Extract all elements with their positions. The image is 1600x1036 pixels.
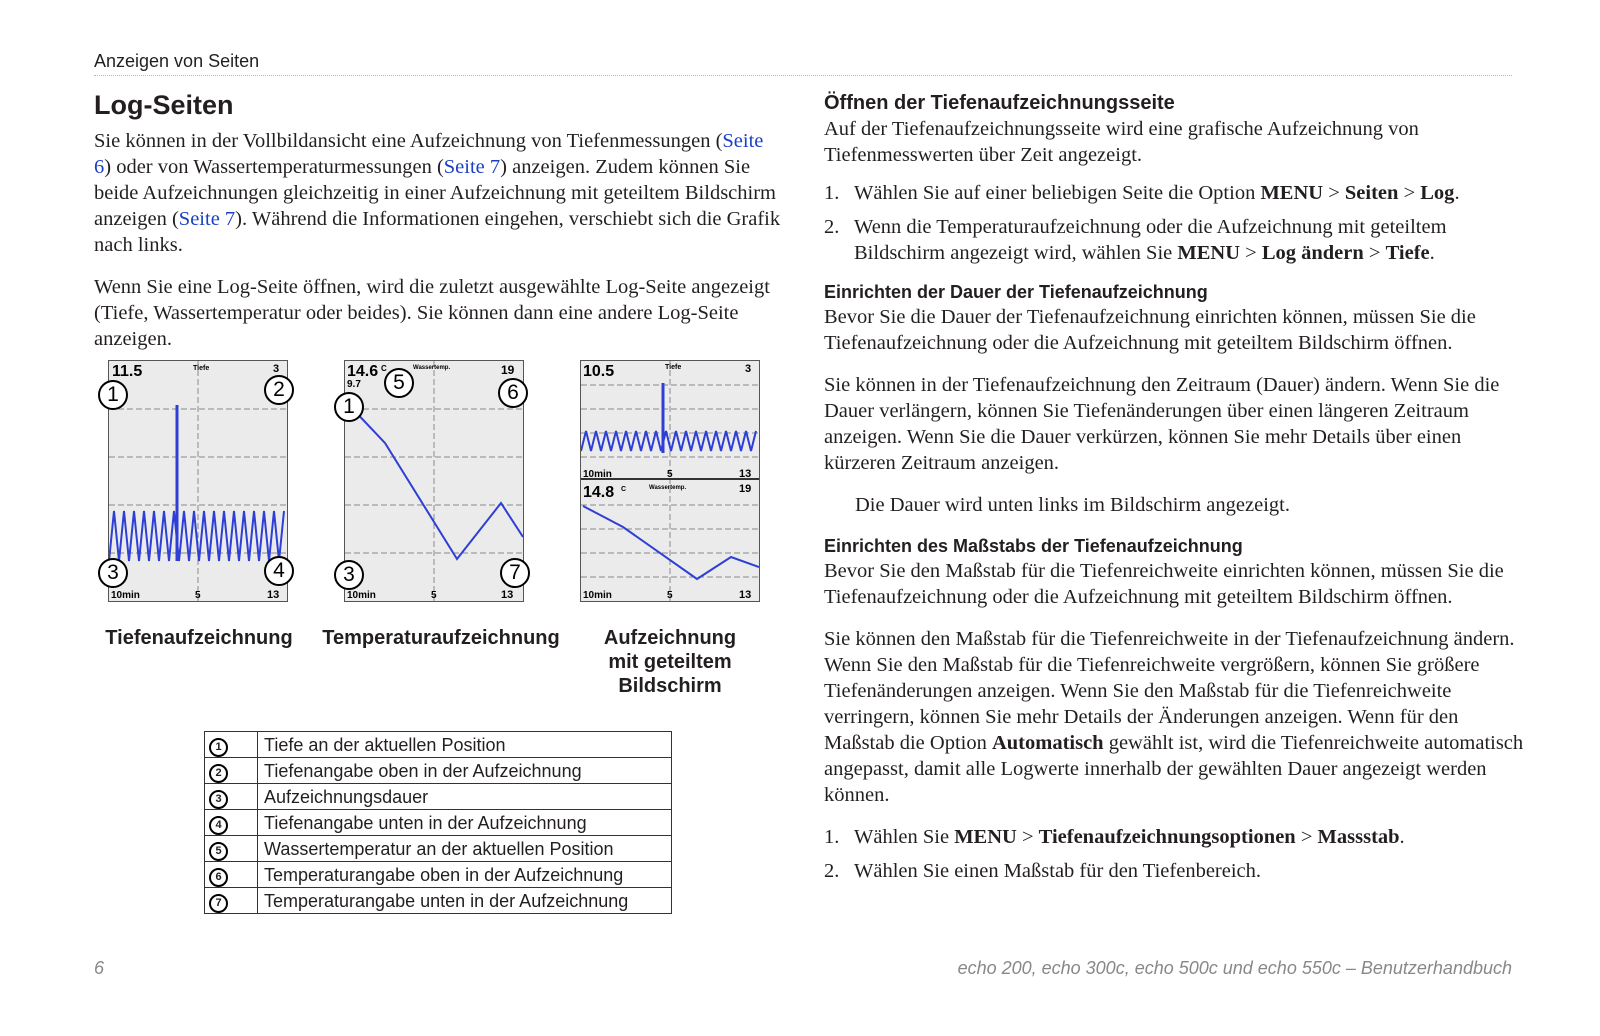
caption-temperature: Temperaturaufzeichnung [322, 627, 560, 649]
callout-3-depth: 3 [98, 558, 128, 588]
split-temp-label: Wassertemp. [649, 485, 687, 491]
temp-current-value: 14.6 [347, 363, 379, 380]
temp-sub-value: 9.7 [347, 379, 361, 390]
step-number: 1. [824, 826, 840, 848]
text-run: Sie können in der Vollbildansicht eine Aufzeichnung von Tiefenmessungen ( [94, 130, 723, 152]
callout-6: 6 [498, 378, 528, 408]
temp-bottom-scale: 13 [501, 589, 514, 601]
list-item [824, 858, 1524, 884]
temperature-log-graphic [345, 361, 523, 601]
open-description: Auf der Tiefenaufzeichnungsseite wird eine grafische Aufzeichnung von Tiefenmesswerten über Zeit angezeigt. [824, 118, 1419, 166]
heading-duration: Einrichten der Dauer der Tiefenaufzeichnung [824, 282, 1208, 302]
log-page-figures [94, 360, 784, 710]
separator: > [1363, 242, 1386, 264]
menu-term: MENU [1260, 182, 1324, 204]
scale-steps [824, 824, 1524, 884]
heading-scale: Einrichten des Maßstabs der Tiefenaufzeichnung [824, 536, 1243, 556]
menu-term: MENU [954, 826, 1017, 848]
callout-2: 2 [264, 375, 294, 405]
split-temp-unit: C [621, 486, 627, 493]
section-title: Log-Seiten [94, 90, 234, 120]
temp-mid-time: 5 [431, 590, 437, 601]
menu-term: Massstab [1317, 826, 1400, 848]
option-term: Automatisch [991, 732, 1104, 754]
split-depth-bottom-scale: 13 [739, 468, 752, 480]
callout-5: 5 [384, 368, 414, 398]
split-log-screen [580, 360, 760, 602]
legend-text: Tiefenangabe unten in der Aufzeichnung [258, 810, 672, 836]
text-run: ) oder von Wassertemperaturmessungen ( [104, 156, 444, 178]
temp-label: Wassertemp. [413, 365, 451, 371]
callout-3-temp: 3 [334, 560, 364, 590]
split-log-graphic [581, 361, 759, 601]
right-column [824, 90, 1524, 898]
text-run: Wenn die Temperaturaufzeichnung oder die Aufzeichnung mit geteiltem Bildschirm angezeigt wird, wählen Sie [854, 216, 1447, 264]
temp-top-scale: 19 [501, 363, 515, 377]
log-page-paragraph: Wenn Sie eine Log-Seite öffnen, wird die zuletzt ausgewählte Log-Seite angezeigt (Tiefe, Wassertemperatur oder beides). Sie können dann eine andere Log-Seite anzeigen. [94, 276, 770, 350]
menu-term: MENU [1177, 242, 1241, 264]
text-run: Wählen Sie einen Maßstab für den Tiefenbereich. [854, 860, 1262, 882]
text-run: . [1429, 242, 1435, 264]
caption-depth: Tiefenaufzeichnung [105, 627, 293, 649]
list-item [824, 180, 1524, 206]
legend-number: 1 [209, 738, 228, 757]
legend-number: 6 [209, 868, 228, 887]
link-seite-7[interactable]: Seite 7 [443, 156, 501, 178]
split-duration-top: 10min [583, 469, 612, 480]
menu-term: Tiefe [1385, 242, 1430, 264]
callout-legend-table [204, 731, 672, 914]
temp-unit: C [381, 364, 387, 373]
legend-number: 2 [209, 764, 228, 783]
text-run: ) anzeigen. Zudem können Sie beide Aufzeichnungen gleichzeitig in einer Aufzeichnung mit geteiltem Bildschirm anzeigen ( [94, 156, 776, 230]
split-temperature-trace [583, 506, 759, 579]
split-mid-time-top: 5 [667, 469, 673, 480]
caption-split-line: Aufzeichnung [603, 627, 737, 649]
legend-text: Temperaturangabe oben in der Aufzeichnung [258, 862, 672, 888]
separator: > [1240, 242, 1262, 264]
caption-split-line: Bildschirm [618, 675, 722, 697]
text-run: gewählt ist, wird die Tiefenreichweite automatisch angepasst, damit alle Logwerte innerhalb der gewählten Dauer angezeigt werden können. [824, 732, 1524, 806]
legend-text: Wassertemperatur an der aktuellen Position [258, 836, 672, 862]
text-run: Wählen Sie [854, 826, 955, 848]
list-item [824, 824, 1524, 850]
scale-paragraph-2 [824, 626, 1524, 808]
legend-number: 4 [209, 816, 228, 835]
caption-split [580, 626, 760, 698]
legend-text: Tiefenangabe oben in der Aufzeichnung [258, 758, 672, 784]
menu-term: Log [1420, 182, 1455, 204]
table-row [205, 888, 672, 914]
legend-num-cell [205, 836, 258, 862]
split-temp-bottom-scale: 13 [739, 589, 752, 601]
manual-title: echo 200, echo 300c, echo 500c und echo 550c – Benutzerhandbuch [957, 958, 1512, 978]
menu-term: Tiefenaufzeichnungsoptionen [1038, 826, 1296, 848]
list-item [824, 214, 1524, 266]
legend-num-cell [205, 758, 258, 784]
depth-current-value: 11.5 [112, 363, 143, 380]
step-number: 2. [824, 216, 840, 238]
table-row [205, 862, 672, 888]
split-temp-top-scale: 19 [739, 483, 752, 495]
depth-trace [109, 511, 284, 561]
table-row [205, 732, 672, 758]
duration-paragraph-1: Bevor Sie die Dauer der Tiefenaufzeichnung einrichten können, müssen Sie die Tiefenaufzeichnung oder die Aufzeichnung mit geteiltem Bildschirm öffnen. [824, 306, 1476, 354]
page-number: 6 [94, 958, 105, 978]
depth-mid-time: 5 [195, 590, 201, 601]
menu-term: Log ändern [1261, 242, 1364, 264]
heading-open-depth-log: Öffnen der Tiefenaufzeichnungsseite [824, 92, 1175, 114]
intro-paragraph [94, 128, 784, 258]
text-run: Wählen Sie auf einer beliebigen Seite die Option [854, 182, 1261, 204]
split-depth-trace [581, 431, 756, 451]
temperature-trace [349, 405, 523, 559]
separator: > [1398, 182, 1421, 204]
text-run: Sie können den Maßstab für die Tiefenreichweite in der Tiefenaufzeichnung ändern. Wenn Sie den Maßstab für die Tiefenreichweite vergrößern, können Sie größere Tiefenänderungen anzeigen. Wenn Sie den Maßstab für die Tiefenreichweite verringern, können Sie mehr Details der Änderungen anzeigen. Wenn für den Maßstab die Option [824, 628, 1515, 754]
table-row [205, 758, 672, 784]
legend-num-cell [205, 862, 258, 888]
link-seite-7-b[interactable]: Seite 7 [178, 208, 236, 230]
duration-paragraph-2: Sie können in der Tiefenaufzeichnung den Zeitraum (Dauer) ändern. Wenn Sie die Dauer verlängern, können Sie Tiefenänderungen über einen längeren Zeitraum anzeigen. Wenn Sie die Dauer verkürzen, können Sie mehr Details über einen kürzeren Zeitraum anzeigen. [824, 374, 1500, 474]
callout-1-temp: 1 [334, 392, 364, 422]
split-depth-value: 10.5 [583, 363, 615, 380]
temp-duration: 10min [347, 590, 376, 601]
open-steps [824, 180, 1524, 266]
scale-paragraph-1: Bevor Sie den Maßstab für die Tiefenreichweite einrichten können, müssen Sie die Tiefenaufzeichnung oder die Aufzeichnung mit geteiltem Bildschirm öffnen. [824, 560, 1504, 608]
legend-number: 7 [209, 894, 228, 913]
step-number: 2. [824, 860, 840, 882]
table-row [205, 836, 672, 862]
depth-log-screen [108, 360, 288, 602]
depth-bottom-scale: 13 [267, 589, 280, 601]
split-temp-value: 14.8 [583, 484, 615, 501]
table-row [205, 810, 672, 836]
depth-duration: 10min [111, 590, 140, 601]
legend-num-cell [205, 888, 258, 914]
running-head: Anzeigen von Seiten [94, 51, 1512, 76]
split-depth-label: Tiefe [665, 364, 682, 371]
separator: > [1323, 182, 1345, 204]
duration-note: Die Dauer wird unten links im Bildschirm angezeigt. [855, 494, 1290, 516]
callout-1-depth: 1 [98, 380, 128, 410]
separator: > [1295, 826, 1318, 848]
split-mid-time-bottom: 5 [667, 590, 673, 601]
depth-log-graphic [109, 361, 287, 601]
menu-term: Seiten [1344, 182, 1399, 204]
separator: > [1016, 826, 1039, 848]
split-duration-bottom: 10min [583, 590, 612, 601]
legend-num-cell [205, 810, 258, 836]
callout-7: 7 [500, 558, 530, 588]
link-seite-6[interactable]: Seite 6 [94, 130, 764, 178]
left-column [94, 90, 784, 368]
text-run: . [1399, 826, 1405, 848]
depth-top-scale: 3 [273, 363, 280, 375]
caption-split-line: mit geteiltem [608, 651, 732, 673]
legend-text: Aufzeichnungsdauer [258, 784, 672, 810]
legend-num-cell [205, 732, 258, 758]
text-run: . [1454, 182, 1460, 204]
step-number: 1. [824, 182, 840, 204]
legend-text: Temperaturangabe unten in der Aufzeichnung [258, 888, 672, 914]
callout-4: 4 [264, 556, 294, 586]
split-depth-top-scale: 3 [745, 363, 752, 375]
legend-text: Tiefe an der aktuellen Position [258, 732, 672, 758]
table-row [205, 784, 672, 810]
temperature-log-screen [344, 360, 524, 602]
legend-number: 5 [209, 842, 228, 861]
text-run: ). Während die Informationen eingehen, verschiebt sich die Grafik nach links. [94, 208, 781, 256]
depth-label: Tiefe [193, 365, 210, 372]
legend-num-cell [205, 784, 258, 810]
legend-number: 3 [209, 790, 228, 809]
